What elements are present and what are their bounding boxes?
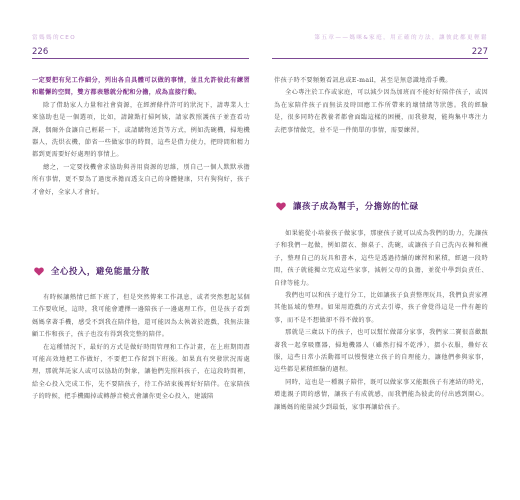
right-body-top xyxy=(274,75,488,137)
paragraph: 總之，一定要找機會求協助與善用資源的思維，別自己一個人默默承擔所有事情，更不要為了過度承擔而透支自己的身體健康，只有狗狗好，孩子才會好，全家人才會好。 xyxy=(32,163,250,196)
right-header-rule xyxy=(272,58,488,59)
left-body-bottom xyxy=(32,292,250,404)
right-body-bottom xyxy=(274,228,488,414)
right-page-number: 227 xyxy=(471,47,488,57)
right-page xyxy=(262,0,520,500)
paragraph: 有時候讓熱情已經下班了，但是突然傳來工作訊息，或者突然想起某個工作要收尾，這時，我可能會遭擇一邊陪孩子一邊處理工作，但是孩子看到媽媽拿著手機，感受不到我在陪伴他，還可能因為太執著於遊戲，我無法兼顧工作和孩子，孩子也沒有得到我完整的陪伴。 xyxy=(32,294,250,339)
left-body-top xyxy=(32,75,250,199)
paragraph: 如果能從小培養孩子做家事，那麼孩子就可以成為我們的助力，先讓孩子和我們一起做，例如摺衣、擦桌子、洗碗，或讓孩子自己洗內衣褲和襪子，整理自己的玩具和書本，這些是透過持續的練習和累積，經過一段時間，孩子就能獨立完成這些家事，減輕父母的負擔，並從中學到負責任、自律等能力。 xyxy=(274,230,488,287)
left-header-rule xyxy=(32,58,249,59)
paragraph: 除了借助家人力量和社會資源，在經濟條件許可的狀況下，請專業人士來協助也是一個選項，比如，請鐘點打掃阿姨，請家教照護孩子並查看功課，偶爾外食讓自己輕鬆一下，或請購物送貨等方式，例如洗碗機，掃地機器人，洗烘衣機，節省一些做家事的時間，這些是借力使力，把時間和精力都到更需要好好處理的事情上。 xyxy=(32,101,250,159)
right-running-head: 第五章——媽咪&家庭，用正確的方法，讓彼此都更輕鬆 xyxy=(314,35,488,41)
paragraph: 那就是三歲以下的孩子，也可以幫忙做部分家事，我們家二寶很喜歡跟著我一起拿吸塵器，掃地機器人（雖然打掃不乾淨），摺小衣服，疊好衣服，這些日常小活動都可以慢慢建立孩子的自理能力，讓他們參與家事，這些都是累積經驗的過程。 xyxy=(274,329,488,374)
paragraph: 在這種情況下，最好的方式是做好時間管理和工作計畫，在上班期間盡可能高效地把工作做好，不要把工作留到下班後。如果真有突發狀況需處理，那就拜託家人或可以協助的對象，讓他們先照料孩子，在這段時間裡，給全心投入完成工作，先不要陪孩子，待工作結束後再好好陪伴。在家陪孩子的時候，把手機關掉或轉靜音模式會讓你更全心投入，建議陪 xyxy=(32,343,250,401)
paragraph: 全心專注於工作或家庭，可以減少因為加班而不能好好陪伴孩子，或因為在家陪伴孩子而無法及時回應工作所帶來的壞情緒等狀態。我的經驗是，很多同時在教養者都會面臨這樣的困擾，而我發現，能夠集中專注力去把事情做完，並不是一件簡單的事情，需要練習。 xyxy=(274,89,488,134)
lead-emphasis: 一定要把有兒工作細分，列出各自具體可以做的事情，並且允許彼此有練習和鬆懈的空間，雙方都表態就分配和分擔，成為直接行動。 xyxy=(32,77,250,97)
section-heading-text: 讓孩子成為幫手，分擔妳的忙碌 xyxy=(293,201,419,211)
left-page-number: 226 xyxy=(32,47,49,57)
heart-icon xyxy=(34,267,44,276)
paragraph: 同時，這也是一種親子陪伴，既可以做家事又能跟孩子有連結的時光，增進親子間的感情，讓孩子有成就感，而我們能為彼此的付出感到開心。讓媽媽的能量減少到最低，家事再讓給孩子。 xyxy=(274,378,488,411)
paragraph: 我們也可以和孩子進行分工，比如讓孩子負責整理玩具，我們負責家裡其他區域的整理。如果用遊戲的方式去引導，孩子會覺得這是一件有趣的事，而不是不想做卻不得不做的事。 xyxy=(274,292,488,324)
section-heading-left xyxy=(34,265,150,277)
section-heading-text: 全心投入，避免能量分散 xyxy=(51,266,150,276)
heart-icon xyxy=(276,202,286,211)
section-heading-right xyxy=(276,200,419,212)
paragraph: 伴孩子時不要頻頻看訊息或E-mail，甚至是無意識地滑手機。 xyxy=(274,77,452,84)
left-running-head: 當媽媽的CEO xyxy=(32,35,77,41)
